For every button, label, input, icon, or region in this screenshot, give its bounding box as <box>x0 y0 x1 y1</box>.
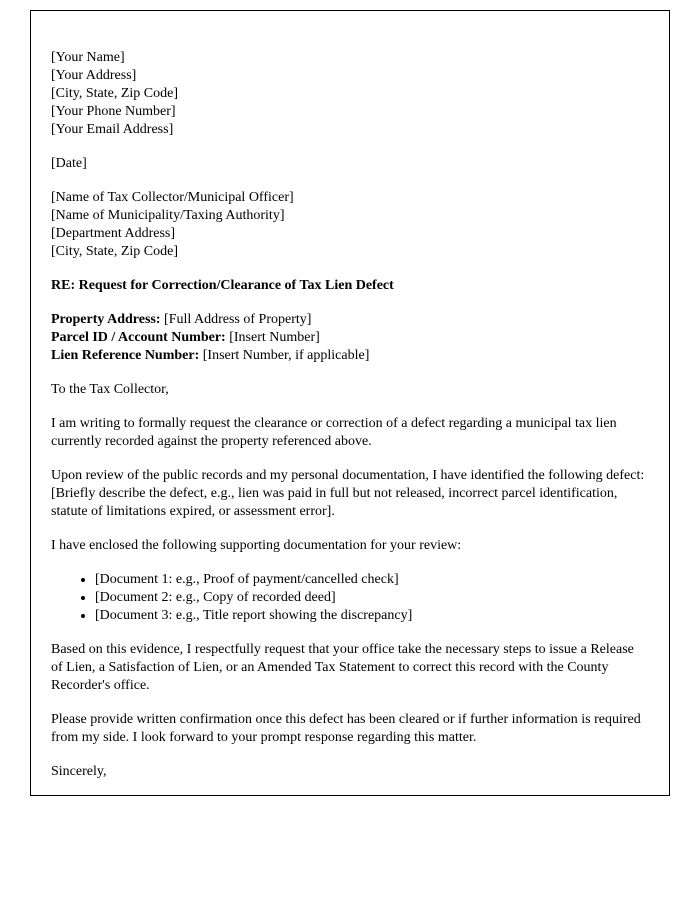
property-details-block <box>51 311 649 365</box>
document-list <box>51 571 649 625</box>
property-address-label: Property Address: <box>51 312 161 327</box>
sender-address-block <box>51 49 649 139</box>
lien-reference-value: [Insert Number, if applicable] <box>199 348 370 363</box>
parcel-id-detail <box>51 329 649 347</box>
recipient-department-line: [Department Address] <box>51 226 176 241</box>
letter-body <box>30 10 670 796</box>
date-line: [Date] <box>51 156 87 171</box>
recipient-city-line: [City, State, Zip Code] <box>51 244 179 259</box>
lien-reference-label: Lien Reference Number: <box>51 348 200 363</box>
property-address-detail <box>51 311 649 329</box>
recipient-address-block <box>51 189 649 261</box>
property-address-value: [Full Address of Property] <box>160 312 312 327</box>
recipient-authority-line: [Name of Municipality/Taxing Authority] <box>51 208 285 223</box>
sender-email-line: [Your Email Address] <box>51 122 174 137</box>
salutation: To the Tax Collector, <box>51 382 169 397</box>
closing-line: Sincerely, <box>51 764 107 779</box>
subject-line: RE: Request for Correction/Clearance of Tax Lien Defect <box>51 278 394 293</box>
document-list-item: • [Document 2: e.g., Copy of recorded deed] <box>95 589 649 607</box>
sender-city-line: [City, State, Zip Code] <box>51 86 179 101</box>
paragraph-request-action: Based on this evidence, I respectfully request that your office take the necessary steps to issue a Release of Lien, a Satisfaction of Lien, or an Amended Tax Statement to correct this record with the County Recorder's office. <box>51 642 634 693</box>
recipient-officer-line: [Name of Tax Collector/Municipal Officer] <box>51 190 294 205</box>
paragraph-enclosures-intro: I have enclosed the following supporting documentation for your review: <box>51 538 462 553</box>
paragraph-defect-description: Upon review of the public records and my personal documentation, I have identified the following defect: [Briefly describe the defect, e.g., lien was paid in full but not released, incorrect parcel identification, statute of limitations expired, or assessment error]. <box>51 468 645 519</box>
sender-name-line: [Your Name] <box>51 50 125 65</box>
document-list-item: • [Document 3: e.g., Title report showing the discrepancy] <box>95 607 649 625</box>
sender-address-line: [Your Address] <box>51 68 137 83</box>
parcel-id-label: Parcel ID / Account Number: <box>51 330 226 345</box>
document-list-item: • [Document 1: e.g., Proof of payment/cancelled check] <box>95 571 649 589</box>
parcel-id-value: [Insert Number] <box>225 330 320 345</box>
lien-reference-detail <box>51 347 649 365</box>
sender-phone-line: [Your Phone Number] <box>51 104 176 119</box>
paragraph-intro: I am writing to formally request the clearance or correction of a defect regarding a municipal tax lien currently recorded against the property referenced above. <box>51 416 617 449</box>
paragraph-confirmation-request: Please provide written confirmation once this defect has been cleared or if further information is required from my side. I look forward to your prompt response regarding this matter. <box>51 712 641 745</box>
